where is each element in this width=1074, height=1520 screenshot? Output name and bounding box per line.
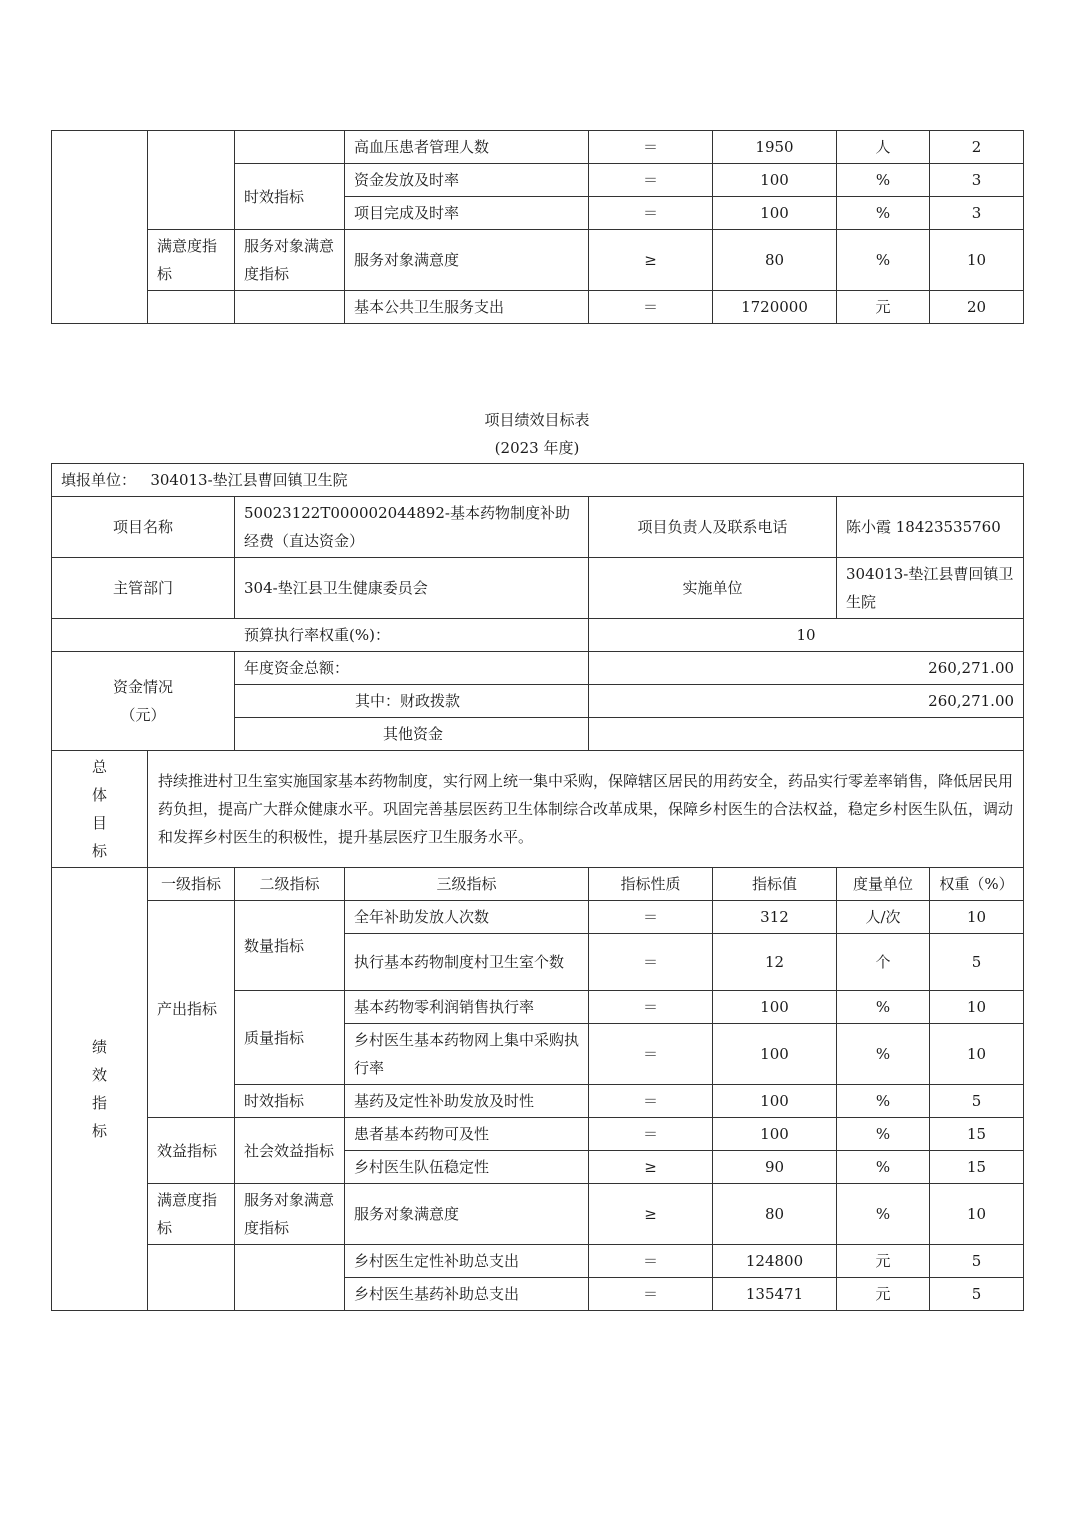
level2-timeliness: 时效指标 xyxy=(235,1085,345,1118)
nature-cell: ≥ xyxy=(589,230,713,291)
nature-cell: ＝ xyxy=(589,164,713,197)
fiscal-label: 其中：财政拨款 xyxy=(235,685,589,718)
budget-weight-value: 10 xyxy=(589,619,1024,652)
annual-total-label: 年度资金总额： xyxy=(235,652,589,685)
nature-cell: ＝ xyxy=(589,934,713,991)
blank-cell xyxy=(148,131,235,230)
nature-cell: ＝ xyxy=(589,991,713,1024)
value-cell: 80 xyxy=(713,1184,837,1245)
weight-cell: 10 xyxy=(930,991,1024,1024)
level2-social: 社会效益指标 xyxy=(235,1118,345,1184)
indicator-cell: 乡村医生基药补助总支出 xyxy=(345,1278,589,1311)
header-level3: 三级指标 xyxy=(345,868,589,901)
value-cell: 90 xyxy=(713,1151,837,1184)
indicator-cell: 乡村医生基本药物网上集中采购执行率 xyxy=(345,1024,589,1085)
other-funds-label: 其他资金 xyxy=(235,718,589,751)
value-cell: 312 xyxy=(713,901,837,934)
nature-cell: ＝ xyxy=(589,291,713,324)
unit-cell: % xyxy=(837,1085,930,1118)
unit-cell: % xyxy=(837,991,930,1024)
fiscal-value: 260,271.00 xyxy=(589,685,1024,718)
indicator-cell: 基药及定性补助发放及时性 xyxy=(345,1085,589,1118)
perf-char: 绩 xyxy=(91,1038,107,1056)
table-row xyxy=(52,1245,1024,1278)
indicator-cell: 服务对象满意度 xyxy=(345,230,589,291)
value-cell: 100 xyxy=(713,1118,837,1151)
value-cell: 100 xyxy=(713,1085,837,1118)
manager-label: 项目负责人及联系电话 xyxy=(589,497,837,558)
budget-weight-label: 预算执行率权重(%)： xyxy=(52,619,589,652)
value-cell: 1950 xyxy=(713,131,837,164)
department-value: 304-垫江县卫生健康委员会 xyxy=(235,558,589,619)
project-name-value: 50023122T000002044892-基本药物制度补助经费（直达资金） xyxy=(235,497,589,558)
table-row xyxy=(52,1184,1024,1245)
nature-cell: ≥ xyxy=(589,1151,713,1184)
table-row xyxy=(52,652,1024,685)
header-value: 指标值 xyxy=(713,868,837,901)
weight-cell: 3 xyxy=(930,164,1024,197)
indicator-cell: 乡村医生定性补助总支出 xyxy=(345,1245,589,1278)
level1-output: 产出指标 xyxy=(148,901,235,1118)
unit-cell: 人/次 xyxy=(837,901,930,934)
overall-goal-label xyxy=(52,751,148,868)
level2-quality: 质量指标 xyxy=(235,991,345,1085)
table-row xyxy=(52,751,1024,868)
unit-cell: % xyxy=(837,164,930,197)
unit-cell: 元 xyxy=(837,1245,930,1278)
project-name-label: 项目名称 xyxy=(52,497,235,558)
performance-indicator-label xyxy=(52,868,148,1311)
performance-target-table xyxy=(51,463,1024,1311)
weight-cell: 10 xyxy=(930,901,1024,934)
document-title: 项目绩效目标表 xyxy=(484,411,590,429)
table-row xyxy=(52,230,1024,291)
weight-cell: 5 xyxy=(930,1085,1024,1118)
value-cell: 1720000 xyxy=(713,291,837,324)
other-funds-value xyxy=(589,718,1024,751)
indicator-cell: 基本公共卫生服务支出 xyxy=(345,291,589,324)
blank-cell xyxy=(235,1245,345,1311)
blank-cell xyxy=(148,1245,235,1311)
weight-cell: 10 xyxy=(930,1024,1024,1085)
level1-cell: 满意度指标 xyxy=(148,230,235,291)
table-row xyxy=(52,619,1024,652)
funds-unit: （元） xyxy=(120,706,166,724)
value-cell: 100 xyxy=(713,164,837,197)
blank-cell xyxy=(148,291,235,324)
header-level2: 二级指标 xyxy=(235,868,345,901)
nature-cell: ＝ xyxy=(589,1278,713,1311)
annual-total-value: 260,271.00 xyxy=(589,652,1024,685)
reporting-unit-value: 304013-垫江县曹回镇卫生院 xyxy=(150,471,348,489)
continued-indicator-table xyxy=(51,130,1024,324)
value-cell: 100 xyxy=(713,197,837,230)
overall-goal-text: 持续推进村卫生室实施国家基本药物制度，实行网上统一集中采购，保障辖区居民的用药安全，药品实行零差率销售，降低居民用药负担，提高广大群众健康水平。巩固完善基层医药卫生体制综合改革成果，保障乡村医生的合法权益，稳定乡村医生队伍，调动和发挥乡村医生的积极性，提升基层医疗卫生服务水平。 xyxy=(148,751,1024,868)
table-row xyxy=(52,901,1024,934)
indicator-cell: 服务对象满意度 xyxy=(345,1184,589,1245)
level2-quantity: 数量指标 xyxy=(235,901,345,991)
unit-cell: % xyxy=(837,1024,930,1085)
goal-char: 总 xyxy=(91,758,107,776)
indicator-cell: 患者基本药物可及性 xyxy=(345,1118,589,1151)
level1-satisfaction: 满意度指标 xyxy=(148,1184,235,1245)
blank-cell xyxy=(235,291,345,324)
value-cell: 124800 xyxy=(713,1245,837,1278)
reporting-unit-label: 填报单位： xyxy=(61,471,137,489)
weight-cell: 15 xyxy=(930,1151,1024,1184)
unit-cell: 人 xyxy=(837,131,930,164)
weight-cell: 3 xyxy=(930,197,1024,230)
weight-cell: 15 xyxy=(930,1118,1024,1151)
perf-char: 指 xyxy=(91,1094,107,1112)
goal-char: 目 xyxy=(91,814,107,832)
department-label: 主管部门 xyxy=(52,558,235,619)
header-weight: 权重（%） xyxy=(930,868,1024,901)
unit-cell: % xyxy=(837,230,930,291)
weight-cell: 2 xyxy=(930,131,1024,164)
weight-cell: 10 xyxy=(930,1184,1024,1245)
table-row xyxy=(52,131,1024,164)
funds-label: 资金情况 xyxy=(112,678,173,696)
value-cell: 12 xyxy=(713,934,837,991)
value-cell: 80 xyxy=(713,230,837,291)
header-level1: 一级指标 xyxy=(148,868,235,901)
level2-cell: 服务对象满意度指标 xyxy=(235,230,345,291)
nature-cell: ＝ xyxy=(589,1245,713,1278)
nature-cell: ＝ xyxy=(589,1024,713,1085)
nature-cell: ＝ xyxy=(589,1085,713,1118)
indicator-cell: 资金发放及时率 xyxy=(345,164,589,197)
header-nature: 指标性质 xyxy=(589,868,713,901)
unit-cell: 元 xyxy=(837,1278,930,1311)
weight-cell: 5 xyxy=(930,934,1024,991)
level2-satisfaction: 服务对象满意度指标 xyxy=(235,1184,345,1245)
header-unit: 度量单位 xyxy=(837,868,930,901)
nature-cell: ＝ xyxy=(589,197,713,230)
table-row xyxy=(52,464,1024,497)
indicator-cell: 基本药物零利润销售执行率 xyxy=(345,991,589,1024)
indicator-cell: 项目完成及时率 xyxy=(345,197,589,230)
implementing-unit-label: 实施单位 xyxy=(589,558,837,619)
implementing-unit-value: 304013-垫江县曹回镇卫生院 xyxy=(837,558,1024,619)
unit-cell: 个 xyxy=(837,934,930,991)
weight-cell: 5 xyxy=(930,1278,1024,1311)
table-row xyxy=(52,291,1024,324)
perf-char: 标 xyxy=(91,1122,107,1140)
indicator-cell: 高血压患者管理人数 xyxy=(345,131,589,164)
document-subtitle: (2023 年度) xyxy=(494,439,580,457)
nature-cell: ≥ xyxy=(589,1184,713,1245)
unit-cell: % xyxy=(837,197,930,230)
table-row xyxy=(52,868,1024,901)
goal-char: 体 xyxy=(91,786,107,804)
table-row xyxy=(52,497,1024,558)
level2-cell: 时效指标 xyxy=(235,164,345,230)
manager-value: 陈小霞 18423535760 xyxy=(837,497,1024,558)
value-cell: 100 xyxy=(713,991,837,1024)
goal-char: 标 xyxy=(91,842,107,860)
indicator-cell: 乡村医生队伍稳定性 xyxy=(345,1151,589,1184)
weight-cell: 20 xyxy=(930,291,1024,324)
table-row xyxy=(52,558,1024,619)
unit-cell: % xyxy=(837,1118,930,1151)
nature-cell: ＝ xyxy=(589,1118,713,1151)
level1-benefit: 效益指标 xyxy=(148,1118,235,1184)
value-cell: 100 xyxy=(713,1024,837,1085)
weight-cell: 10 xyxy=(930,230,1024,291)
nature-cell: ＝ xyxy=(589,901,713,934)
blank-cell xyxy=(235,131,345,164)
funds-label-cell xyxy=(52,652,235,751)
perf-char: 效 xyxy=(91,1066,107,1084)
unit-cell: % xyxy=(837,1184,930,1245)
indicator-cell: 全年补助发放人次数 xyxy=(345,901,589,934)
value-cell: 135471 xyxy=(713,1278,837,1311)
unit-cell: % xyxy=(837,1151,930,1184)
weight-cell: 5 xyxy=(930,1245,1024,1278)
unit-cell: 元 xyxy=(837,291,930,324)
reporting-unit-cell xyxy=(52,464,1024,497)
nature-cell: ＝ xyxy=(589,131,713,164)
table-row xyxy=(52,1118,1024,1151)
indicator-cell: 执行基本药物制度村卫生室个数 xyxy=(345,934,589,991)
blank-cell xyxy=(52,131,148,324)
